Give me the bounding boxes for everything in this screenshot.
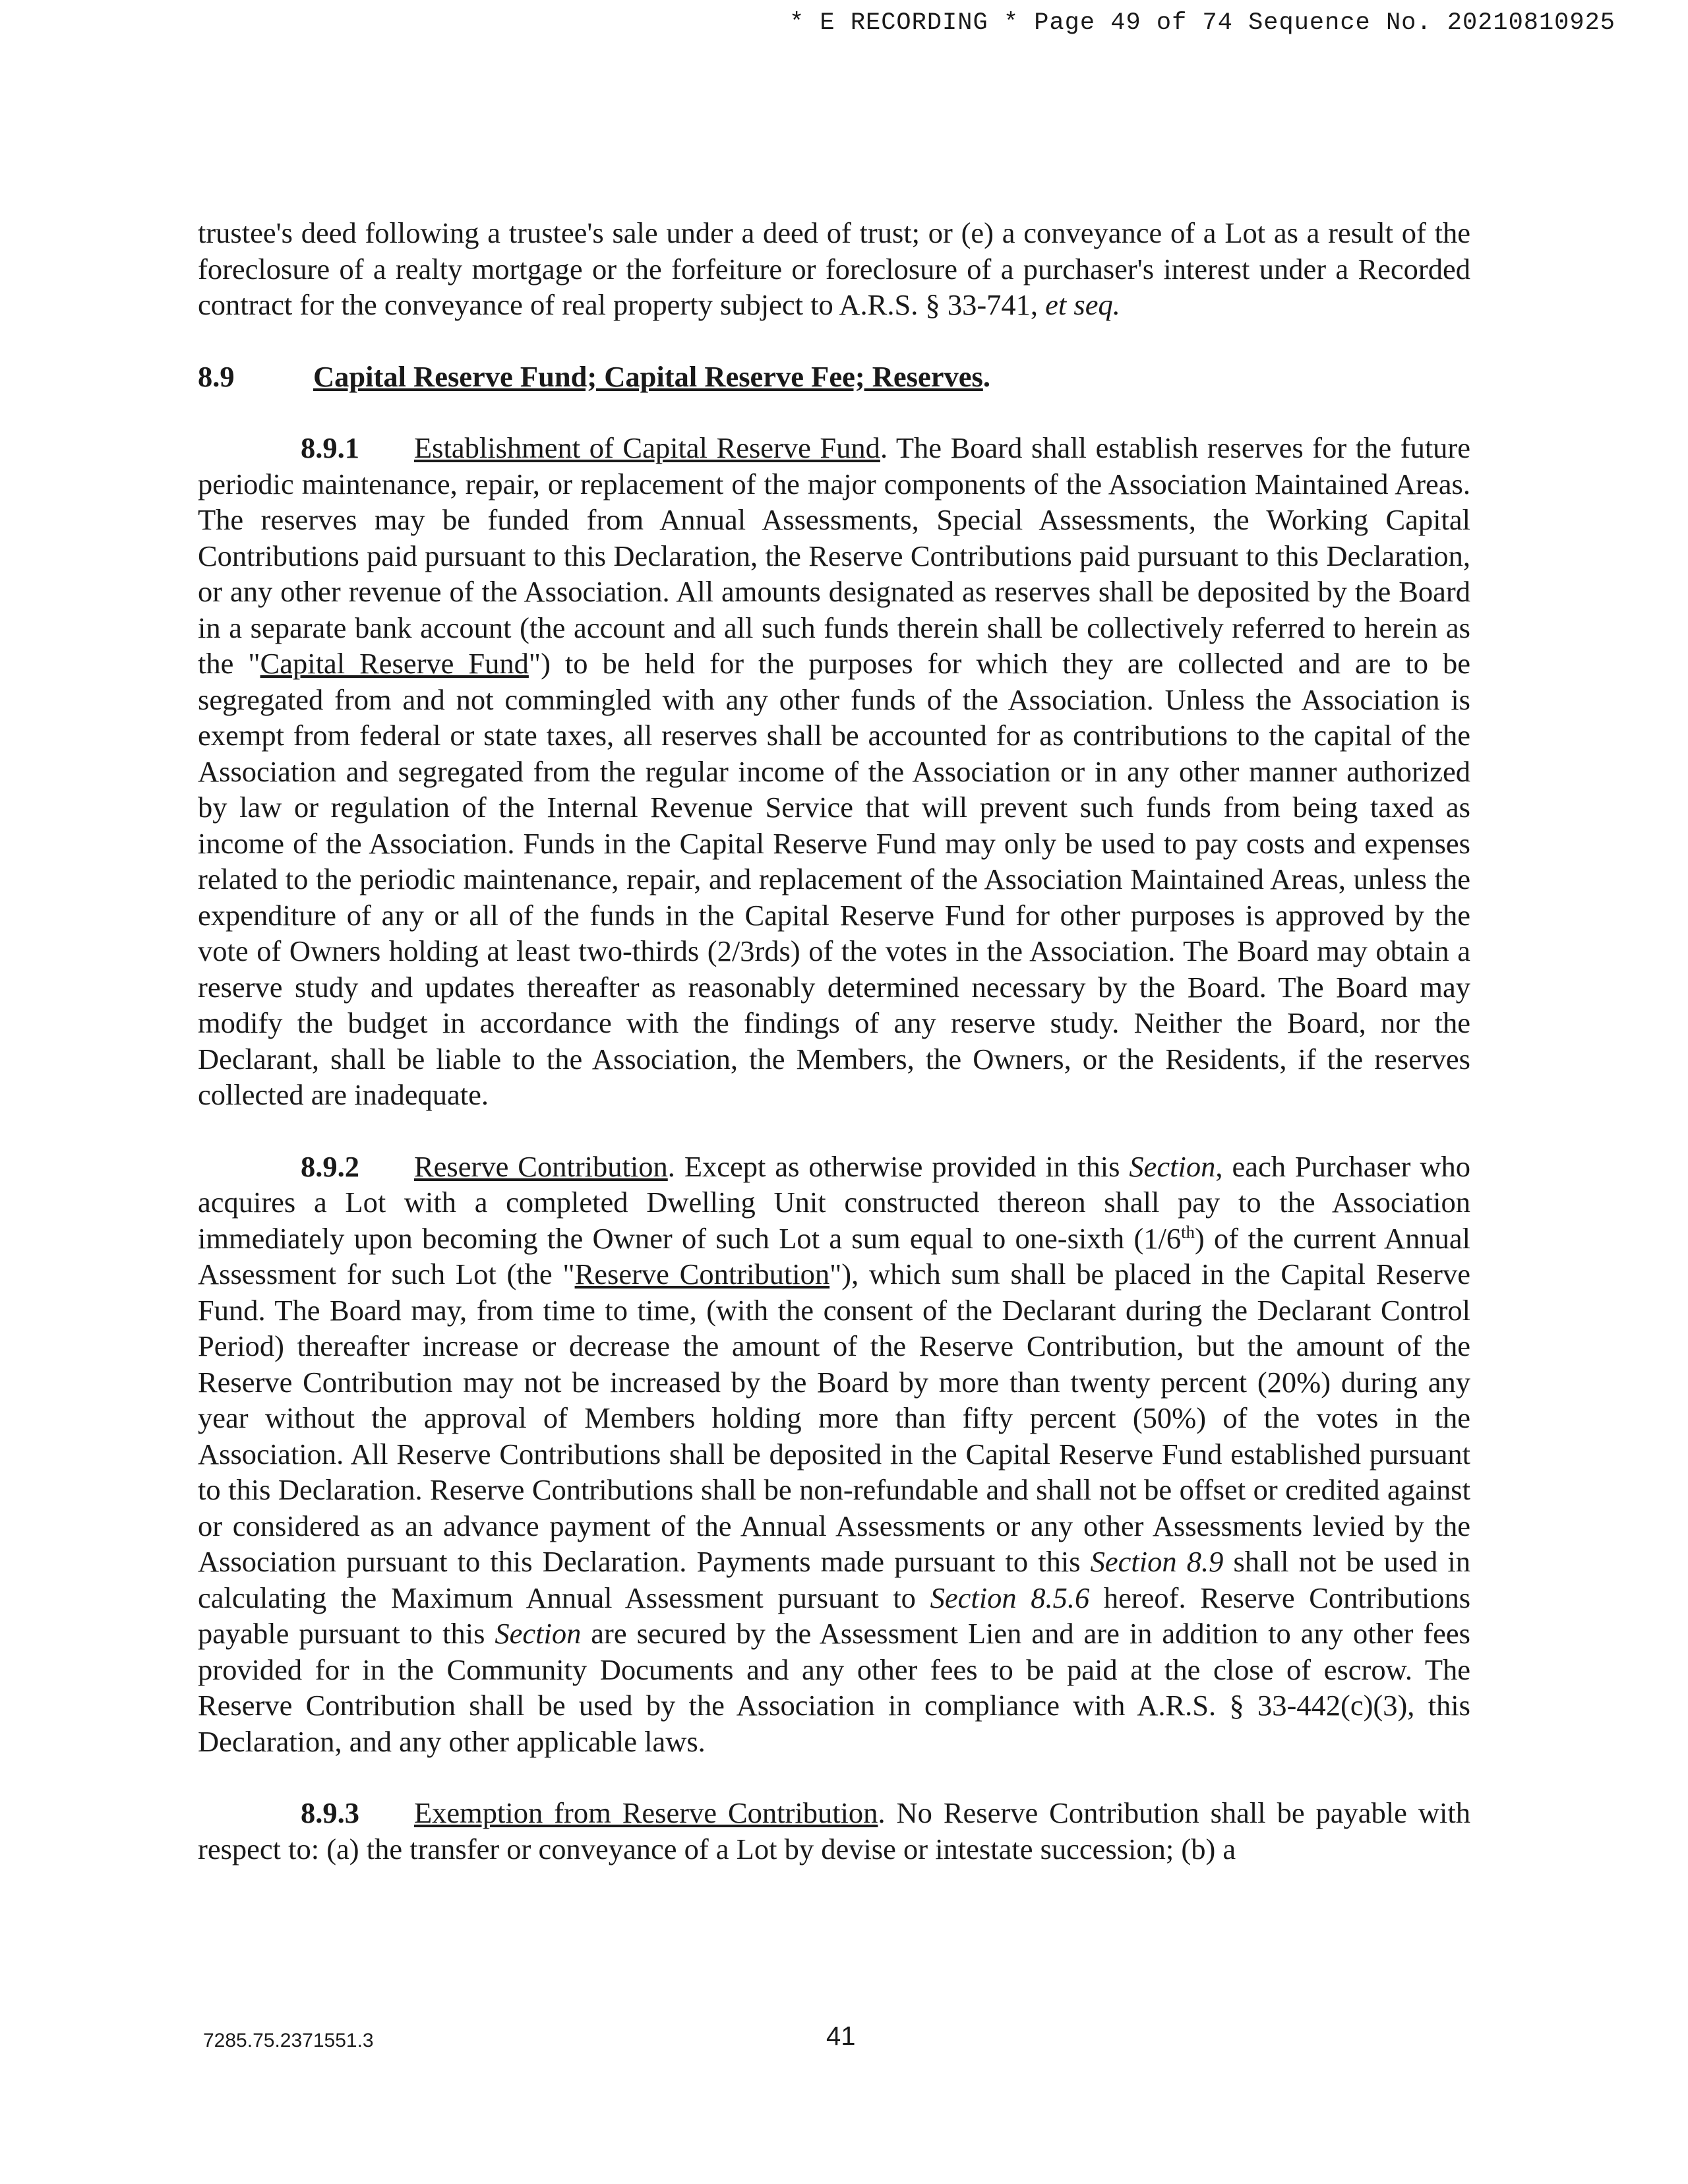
paragraph-text: The Board shall establish reserves for the future periodic maintenance, repair, or replacement of the major components of the Association Maintained Areas. The reserves may be funded from Annual Assessments, Special Assessments, the Working Capital Contributions paid pursuant to this Declaration, the Reserve Contributions paid pursuant to this Declaration, or any other revenue of the Association. All amounts designated as reserves shall be deposited by the Board in a separate bank account (the account and all such funds therein shall be collectively referred to herein as the " xyxy=(198,431,1470,680)
section-title-end: . xyxy=(982,359,990,393)
section-heading-8-9 xyxy=(198,359,1470,395)
page-number: 41 xyxy=(826,2022,856,2051)
heading-period: . xyxy=(878,1796,886,1829)
superscript: th xyxy=(1181,1221,1195,1242)
continuation-paragraph xyxy=(198,215,1470,323)
heading-period: . xyxy=(667,1149,675,1183)
italic-reference: Section xyxy=(495,1617,582,1650)
subsection-heading: Exemption from Reserve Contribution xyxy=(414,1796,878,1829)
document-body xyxy=(198,215,1470,1867)
section-number: 8.9 xyxy=(198,359,235,393)
subsection-number: 8.9.3 xyxy=(301,1796,359,1829)
paragraph-text: ") to be held for the purposes for which they are collected and are to be segregated from and not commingled with any other funds of the Association. Unless the Association is exempt from federal or state taxes, all reserves shall be accounted for as contributions to the capital of the Association and segregated from the regular income of the Association or in any other manner authorized by law or regulation of the Internal Revenue Service that will prevent such funds from being taxed as income of the Association. Funds in the Capital Reserve Fund may only be used to pay costs and expenses related to the periodic maintenance, repair, and replacement of the Association Maintained Areas, unless the expenditure of any or all of the funds in the Capital Reserve Fund for other purposes is approved by the vote of Owners holding at least two-thirds (2/3rds) of the votes in the Association. The Board may obtain a reserve study and updates thereafter as reasonably determined necessary by the Board. The Board may modify the budget in accordance with the findings of any reserve study. Neither the Board, nor the Declarant, shall be liable to the Association, the Members, the Owners, or the Residents, if the reserves collected are inadequate. xyxy=(198,647,1471,1111)
paragraph-text: are secured by the Assessment Lien and are in addition to any other fees provided for in the Community Documents and any other fees to be paid at the close of escrow. The Reserve Contribution shall be used by the Association in compliance with A.R.S. § 33-442(c)(3), this Declaration, and any other applicable laws. xyxy=(198,1617,1470,1758)
paragraph-text: hereof. Reserve Contributions payable pursuant to this xyxy=(198,1581,1471,1650)
subsection-number: 8.9.1 xyxy=(301,431,359,464)
paragraph-text: Except as otherwise provided in this xyxy=(675,1149,1130,1183)
paragraph-text: "), which sum shall be placed in the Capital Reserve Fund. The Board may, from time to time, (with the consent of the Declarant during the Declarant Control Period) thereafter increase or decrease the amount of the Reserve Contribution, but the amount of the Reserve Contribution may not be increased by the Board by more than twenty percent (20%) during any year without the approval of Members holding more than fifty percent (50%) of the votes in the Association. All Reserve Contributions shall be deposited in the Capital Reserve Fund established pursuant to this Declaration. Reserve Contributions shall be non-refundable and shall not be offset or credited against or considered as an advance payment of the Annual Assessments or any other Assessments levied by the Association pursuant to this Declaration. Payments made pursuant to this xyxy=(198,1258,1471,1578)
document-id: 7285.75.2371551.3 xyxy=(203,2030,374,2051)
italic-reference: Section 8.9 xyxy=(1090,1545,1224,1578)
paragraph-text: , each Purchaser who acquires a Lot with a completed Dwelling Unit constructed thereon shall pay to the Association immediately upon becoming the Owner of such Lot a sum equal to one-sixth (1/6 xyxy=(198,1149,1470,1255)
continuation-text: trustee's deed following a trustee's sale under a deed of trust; or (e) a conveyance of a Lot as a result of the foreclosure of a realty mortgage or the forfeiture or foreclosure of a purchaser's interest under a Recorded contract for the conveyance of real property subject to A.R.S. § 33-741, xyxy=(198,216,1470,321)
continuation-italic: et seq. xyxy=(1045,288,1120,321)
paragraph-text: ) of the current Annual Assessment for such Lot (the " xyxy=(198,1221,1470,1290)
defined-term: Reserve Contribution xyxy=(574,1258,830,1290)
paragraph-8-9-3 xyxy=(198,1795,1470,1867)
defined-term: Capital Reserve Fund xyxy=(260,647,529,680)
heading-period: . xyxy=(880,431,888,464)
subsection-heading: Reserve Contribution xyxy=(414,1149,668,1183)
italic-reference: Section 8.5.6 xyxy=(930,1581,1090,1614)
section-title: Capital Reserve Fund; Capital Reserve Fee; Reserves xyxy=(313,359,983,393)
paragraph-8-9-2 xyxy=(198,1149,1470,1760)
paragraph-8-9-1 xyxy=(198,430,1470,1113)
recording-header: * E RECORDING * Page 49 of 74 Sequence No. 20210810925 xyxy=(789,9,1615,37)
subsection-heading: Establishment of Capital Reserve Fund xyxy=(414,431,880,464)
paragraph-text: No Reserve Contribution shall be payable with respect to: (a) the transfer or conveyance of a Lot by devise or intestate succession; (b) a xyxy=(198,1796,1470,1866)
italic-reference: Section xyxy=(1129,1149,1216,1183)
subsection-number: 8.9.2 xyxy=(301,1149,359,1183)
paragraph-text: shall not be used in calculating the Maximum Annual Assessment pursuant to xyxy=(198,1545,1470,1614)
